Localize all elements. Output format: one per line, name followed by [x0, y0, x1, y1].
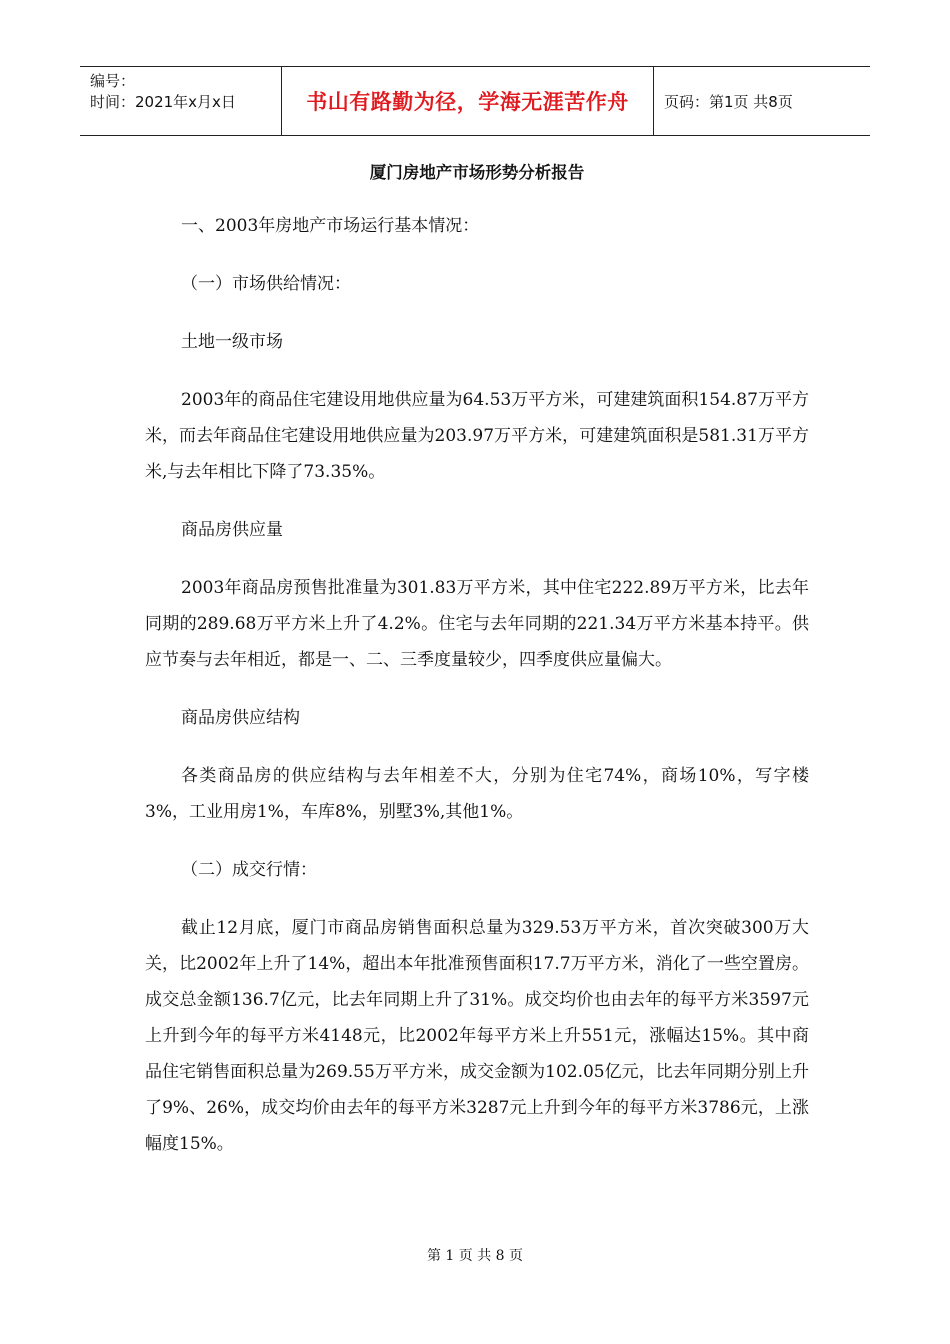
- paragraph-supply-structure: 各类商品房的供应结构与去年相差不大，分别为住宅74%，商场10%，写字楼3%，工业用房1%，车库8%，别墅3%,其他1%。: [145, 766, 809, 822]
- document-number-label: 编号：: [90, 72, 136, 90]
- page-header: [80, 66, 870, 136]
- document-date-label: 时间：2021年x月x日: [90, 93, 236, 111]
- header-meta: [80, 67, 282, 135]
- page-footer: 第 1 页 共 8 页: [426, 1248, 524, 1264]
- paragraph-supply-volume: 2003年商品房预售批准量为301.83万平方米，其中住宅222.89万平方米，比去年同期的289.68万平方米上升了4.2%。住宅与去年同期的221.34万平方米基本持平。供应节奏与去年相近，都是一、二、三季度量较少，四季度供应量偏大。: [145, 578, 809, 670]
- document-body: [145, 150, 809, 1162]
- topic-heading-supply-structure: 商品房供应结构: [181, 708, 300, 728]
- page-info-text: 页码：第1页 共8页: [664, 92, 793, 111]
- topic-heading-land: 土地一级市场: [181, 332, 283, 352]
- motto-text: 书山有路勤为径，学海无涯苦作舟: [306, 90, 629, 114]
- subsection-heading-transactions: （二）成交行情：: [181, 860, 317, 880]
- topic-heading-supply-volume: 商品房供应量: [181, 520, 283, 540]
- paragraph-transactions: 截止12月底，厦门市商品房销售面积总量为329.53万平方米，首次突破300万大关，比2002年上升了14%，超出本年批准预售面积17.7万平方米，消化了一些空置房。成交总金额136.7亿元，比去年同期上升了31%。成交均价也由去年的每平方米3597元上升到今年的每平方米4148元，比2002年每平方米上升551元，涨幅达15%。其中商品住宅销售面积总量为269.55万平方米，成交金额为102.05亿元，比去年同期分别上升了9%、26%，成交均价由去年的每平方米3287元上升到今年的每平方米3786元，上涨幅度15%。: [145, 918, 809, 1154]
- paragraph-land-supply: 2003年的商品住宅建设用地供应量为64.53万平方米，可建建筑面积154.87万平方米，而去年商品住宅建设用地供应量为203.97万平方米，可建建筑面积是581.31万平方米,与去年相比下降了73.35%。: [145, 390, 809, 482]
- subsection-heading-supply: （一）市场供给情况：: [181, 274, 351, 294]
- header-page-info: [654, 67, 870, 135]
- document-title: 厦门房地产市场形势分析报告: [369, 163, 585, 182]
- section-heading-1: 一、2003年房地产市场运行基本情况：: [181, 216, 480, 236]
- header-motto: [282, 67, 654, 135]
